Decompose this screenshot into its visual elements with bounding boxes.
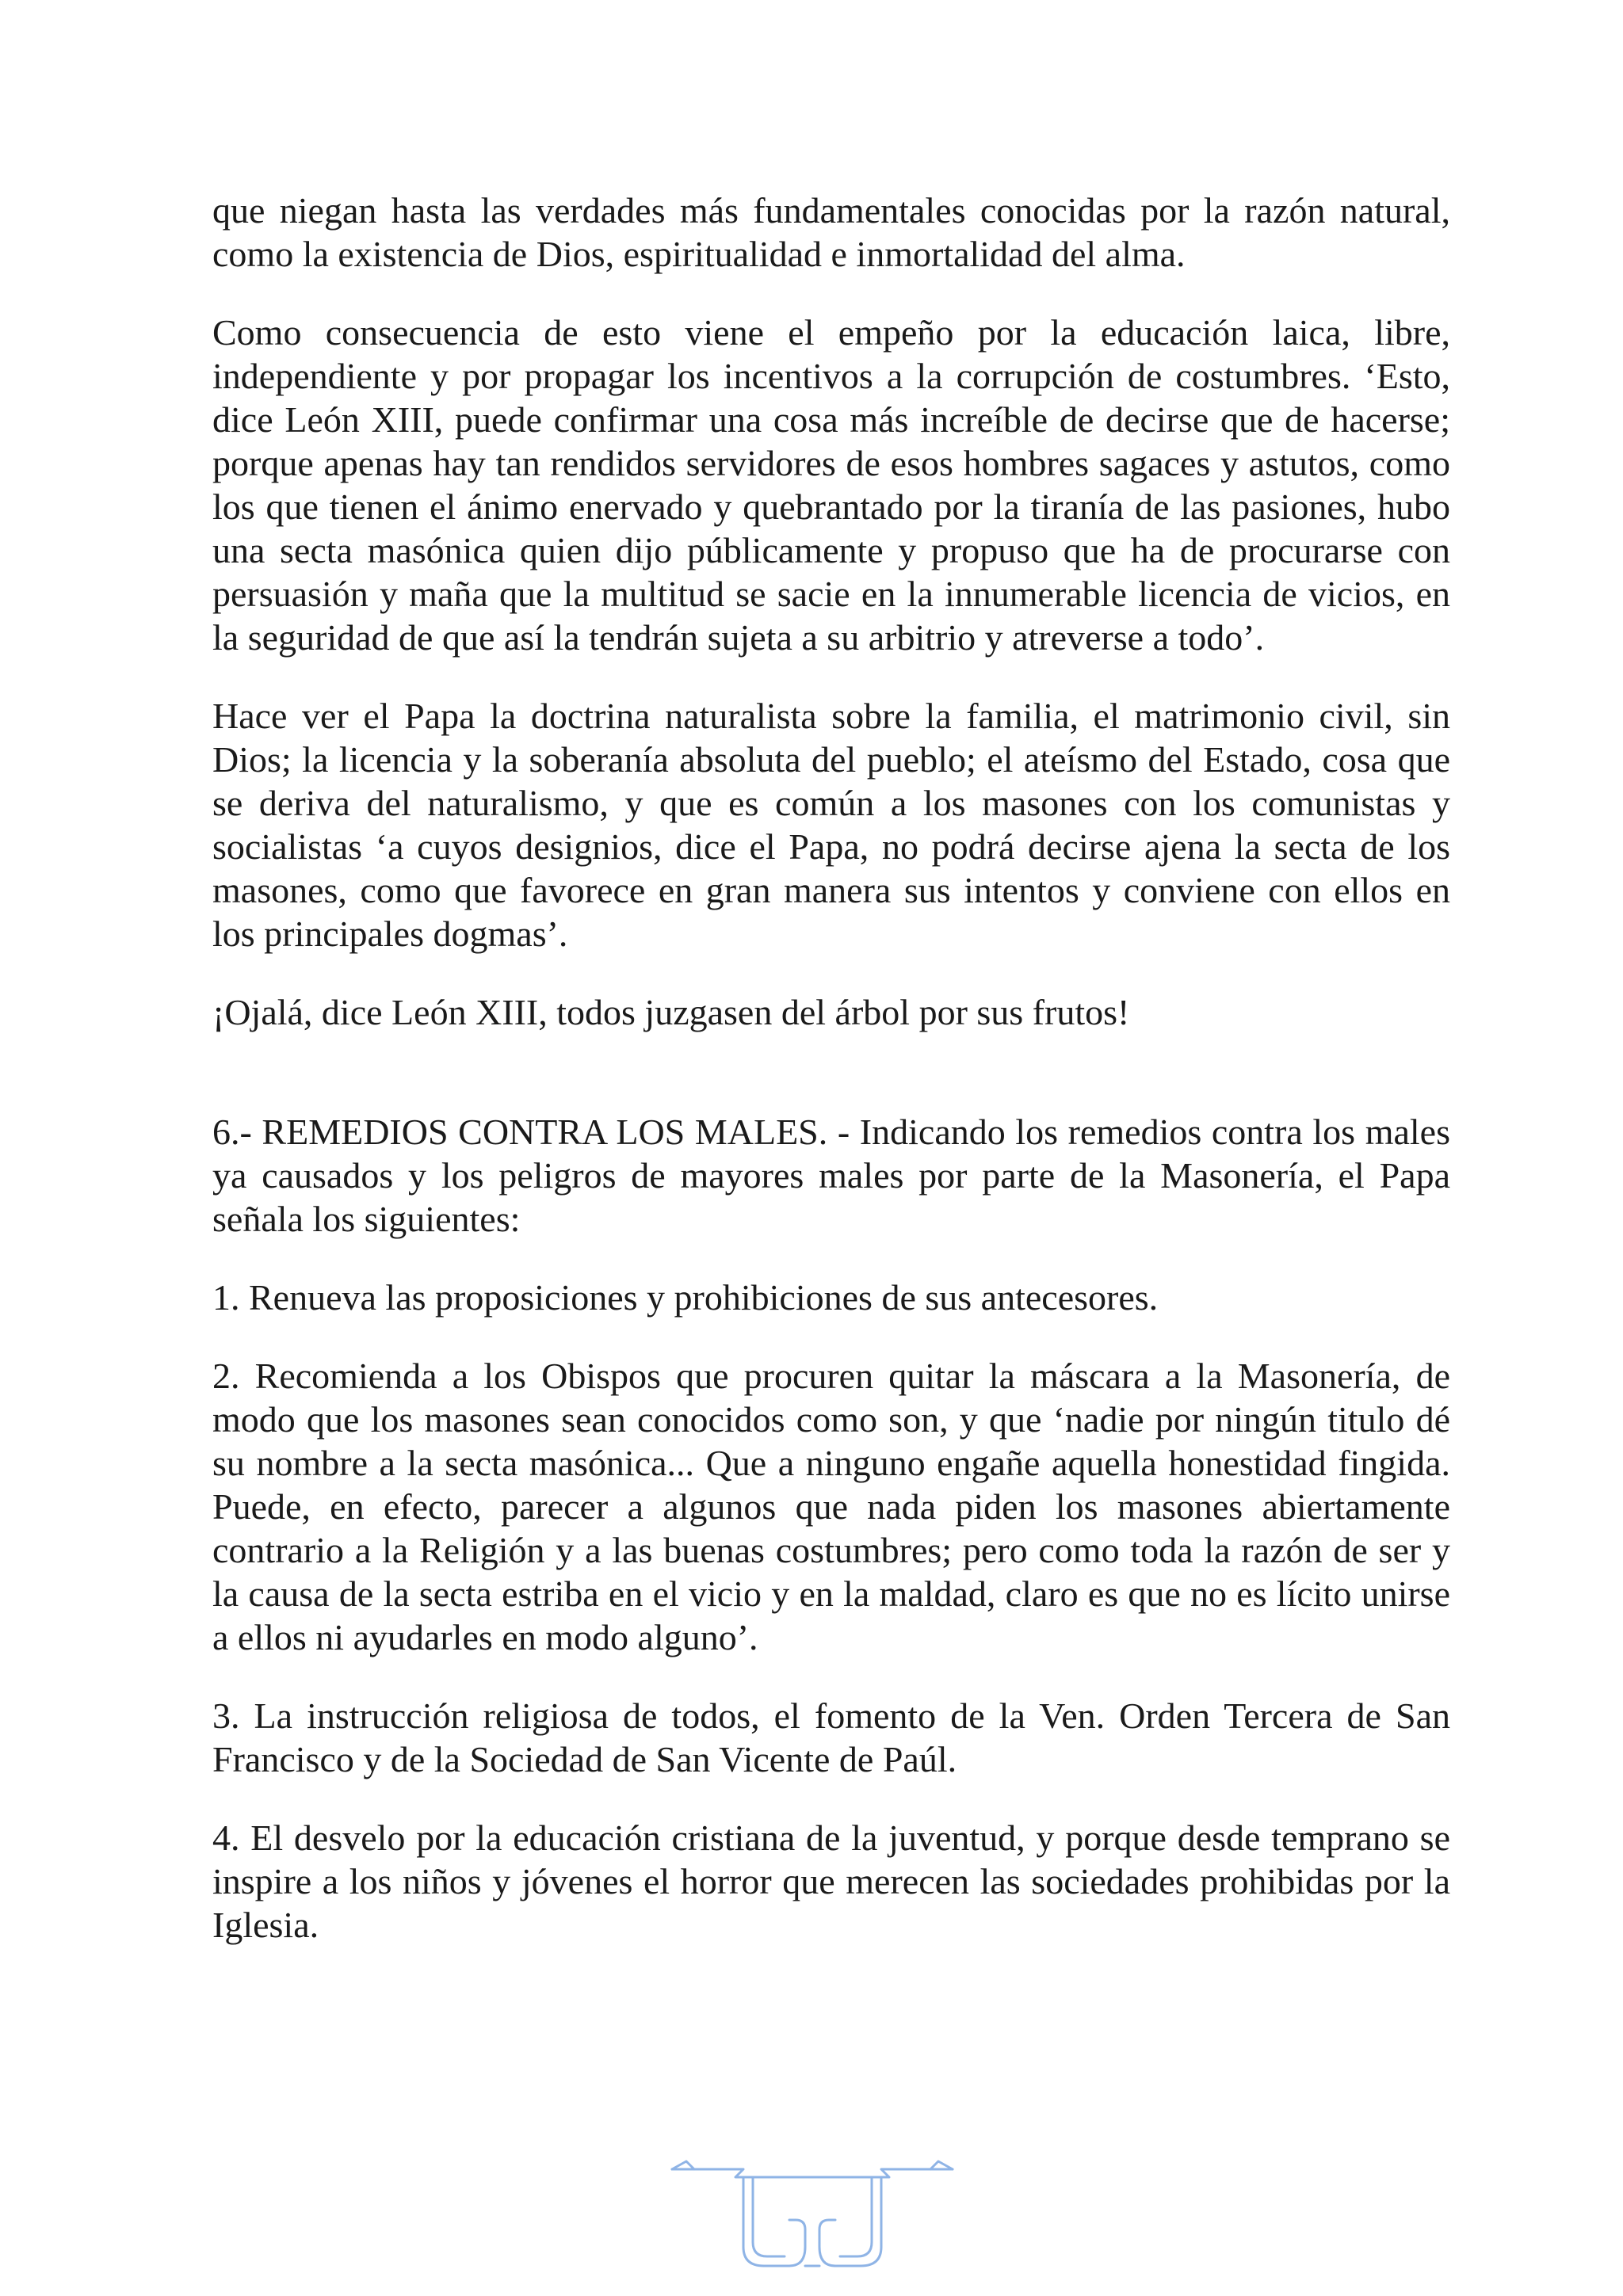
- section-heading-paragraph: 6.- REMEDIOS CONTRA LOS MALES. - Indicando los remedios contra los males ya causados y los peligros de mayores males por parte de la Masonería, el Papa señala los siguientes:: [212, 1112, 1450, 1239]
- paragraph-continuation: que niegan hasta las verdades más fundamentales conocidas por la razón natural, como la existencia de Dios, espiritualidad e inmortalidad del alma.: [212, 190, 1450, 274]
- scroll-ornament-icon: [670, 2153, 954, 2274]
- list-item: 2. Recomienda a los Obispos que procuren quitar la máscara a la Masonería, de modo que los masones sean conocidos como son, y que ‘nadie por ningún titulo dé su nombre a la secta masónica... Que a ninguno engañe aquella honestidad fingida. Puede, en efecto, parecer a algunos que nada piden los masones abiertamente contrario a la Religión y a las buenas costumbres; pero como toda la razón de ser y la causa de la secta estriba en el vicio y en la maldad, claro es que no es lícito unirse a ellos ni ayudarles en modo alguno’.: [212, 1356, 1450, 1657]
- paragraph-laicism: Como consecuencia de esto viene el empeño por la educación laica, libre, independiente y por propagar los incentivos a la corrupción de costumbres. ‘Esto, dice León XIII, puede confirmar una cosa más increíble de decirse que de hacerse; porque apenas hay tan rendidos servidores de esos hombres sagaces y astutos, como los que tienen el ánimo enervado y quebrantado por la tiranía de las pasiones, hubo una secta masónica quien dijo públicamente y propuso que ha de procurarse con persuasión y maña que la multitud se sacie en la innumerable licencia de vicios, en la seguridad de que así la tendrán sujeta a su arbitrio y atreverse a todo’.: [212, 312, 1450, 658]
- paragraph-naturalism: Hace ver el Papa la doctrina naturalista sobre la familia, el matrimonio civil, sin Dios; la licencia y la soberanía absoluta del pueblo; el ateísmo del Estado, cosa que se deriva del naturalismo, y que es común a los masones con los comunistas y socialistas ‘a cuyos designios, dice el Papa, no podrá decirse ajena la secta de los masones, como que favorece en gran manera sus intentos y conviene con ellos en los principales dogmas’.: [212, 696, 1450, 954]
- section-spacer: [212, 1034, 1450, 1110]
- list-item: 1. Renueva las proposiciones y prohibiciones de sus antecesores.: [212, 1277, 1159, 1318]
- list-item: 4. El desvelo por la educación cristiana de la juventud, y porque desde temprano se inspire a los niños y jóvenes el horror que merecen las sociedades prohibidas por la Iglesia.: [212, 1817, 1450, 1945]
- list-item: 3. La instrucción religiosa de todos, el fomento de la Ven. Orden Tercera de San Francisco y de la Sociedad de San Vicente de Paúl.: [212, 1695, 1450, 1779]
- paragraph-exclamation: ¡Ojalá, dice León XIII, todos juzgasen del árbol por sus frutos!: [212, 992, 1130, 1032]
- page-body: [212, 189, 1450, 1947]
